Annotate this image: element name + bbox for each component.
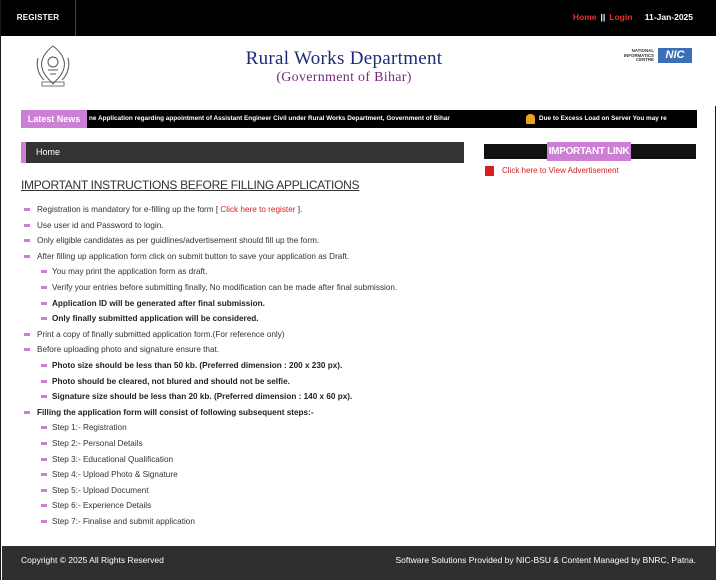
bullet-icon [41,317,47,320]
register-here-link[interactable]: Click here to register [220,205,296,214]
bullet-icon [41,442,47,445]
nic-logo [612,48,694,64]
list-item [21,296,471,312]
list-item-text: Filling the application form will consist of following subsequent steps:- [37,407,314,417]
list-item [21,280,471,296]
site-footer [2,546,716,580]
list-item [21,218,471,234]
bullet-icon [24,411,30,414]
list-item-text: Step 7:- Finalise and submit application [52,516,195,526]
list-item-text: You may print the application form as draft. [52,267,208,277]
list-item-text: Before uploading photo and signature ensure that. [37,345,220,355]
link-separator: || [600,12,606,22]
advertisement-link-text[interactable]: Click here to View Advertisement [502,166,619,175]
bullet-icon [24,348,30,351]
breadcrumb [21,142,464,163]
site-header [2,36,716,106]
news-ticker-item[interactable]: Due to Excess Load on Server You may re [539,115,667,122]
bullet-icon [24,239,30,242]
list-item-text: Verify your entries before submitting finally, No modification can be made after final submission. [52,282,398,292]
pdf-icon [485,166,494,176]
instructions-title: IMPORTANT INSTRUCTIONS BEFORE FILLING APPLICATIONS [21,178,360,192]
page-title: Rural Works Department [245,48,443,69]
login-link[interactable]: Login [609,12,633,22]
top-links [573,0,693,36]
home-link[interactable]: Home [572,12,597,22]
list-item [21,202,471,218]
nic-logo-text: NATIONAL INFORMATICS CENTRE [623,48,654,63]
list-item-text: Step 1:- Registration [52,423,127,433]
list-item-text: Step 3:- Educational Qualification [52,454,174,464]
bullet-icon [24,224,30,227]
latest-news-label: Latest News [21,110,87,128]
bullet-icon [41,489,47,492]
list-item [21,374,471,390]
bullet-icon [41,473,47,476]
instructions-list [21,202,471,529]
credits-text: Software Solutions Provided by NIC-BSU & Content Managed by BNRC, Patna. [395,555,696,565]
list-item [21,452,471,468]
list-item-text: Only eligible candidates as per guidlines/advertisement should fill up the form. [37,236,320,246]
nic-logo-mark: NIC [658,48,692,63]
bullet-icon [41,426,47,429]
list-item [21,358,471,374]
list-item-text: Print a copy of finally submitted application form.(For reference only) [37,329,285,339]
important-link-title: IMPORTANT LINK [547,142,631,161]
list-item-text: Photo should be cleared, not blured and should not be selfie. [52,376,290,386]
list-item [21,389,471,405]
bullet-icon [24,255,30,258]
list-item-text: Only finally submitted application will be considered. [52,314,259,324]
important-link-header [484,144,696,159]
list-item-text: Step 6:- Experience Details [52,501,152,511]
list-item-text: Step 5:- Upload Document [52,485,149,495]
news-bullet-icon [526,114,535,124]
list-item-text: Step 2:- Personal Details [52,438,143,448]
bullet-icon [41,520,47,523]
bullet-icon [41,395,47,398]
list-item-text: Use user id and Password to login. [37,220,164,230]
list-item [21,327,471,343]
latest-news-bar [21,110,697,128]
list-item-text: Application ID will be generated after final submission. [52,298,265,308]
list-item [21,311,471,327]
list-item [21,420,471,436]
breadcrumb-home[interactable]: Home [36,147,61,157]
list-item [21,467,471,483]
bullet-icon [24,333,30,336]
current-date: 11-Jan-2025 [644,12,693,22]
copyright-text: Copyright © 2025 All Rights Reserved [21,555,164,565]
list-item [21,498,471,514]
page-subtitle: (Government of Bihar) [276,70,412,85]
top-bar [1,0,716,36]
bullet-icon [41,270,47,273]
list-item [21,249,471,265]
bullet-icon [41,286,47,289]
list-item [21,483,471,499]
list-item-text: Photo size should be less than 50 kb. (Preferred dimension : 200 x 230 px). [52,360,343,370]
list-item [21,436,471,452]
bullet-icon [41,380,47,383]
list-item [21,233,471,249]
list-item-text: ]. [295,205,303,214]
bullet-icon [24,208,30,211]
breadcrumb-accent [21,142,26,163]
bullet-icon [41,458,47,461]
register-link[interactable]: REGISTER [1,0,76,36]
list-item [21,264,471,280]
list-item-text: Registration is mandatory for e-filling up the form [ [37,205,221,214]
news-ticker-item[interactable]: ne Application regarding appointment of Assistant Engineer Civil under Rural Works Department, Government of Bihar [89,115,450,122]
bullet-icon [41,302,47,305]
bullet-icon [41,364,47,367]
list-item [21,405,471,421]
list-item [21,514,471,530]
bullet-icon [41,504,47,507]
list-item-text: Signature size should be less than 20 kb. (Preferred dimension : 140 x 60 px). [52,392,353,402]
list-item-text: After filling up application form click on submit button to save your application as Draft. [37,251,350,261]
list-item-text: Step 4:- Upload Photo & Signature [52,470,178,480]
list-item [21,342,471,358]
